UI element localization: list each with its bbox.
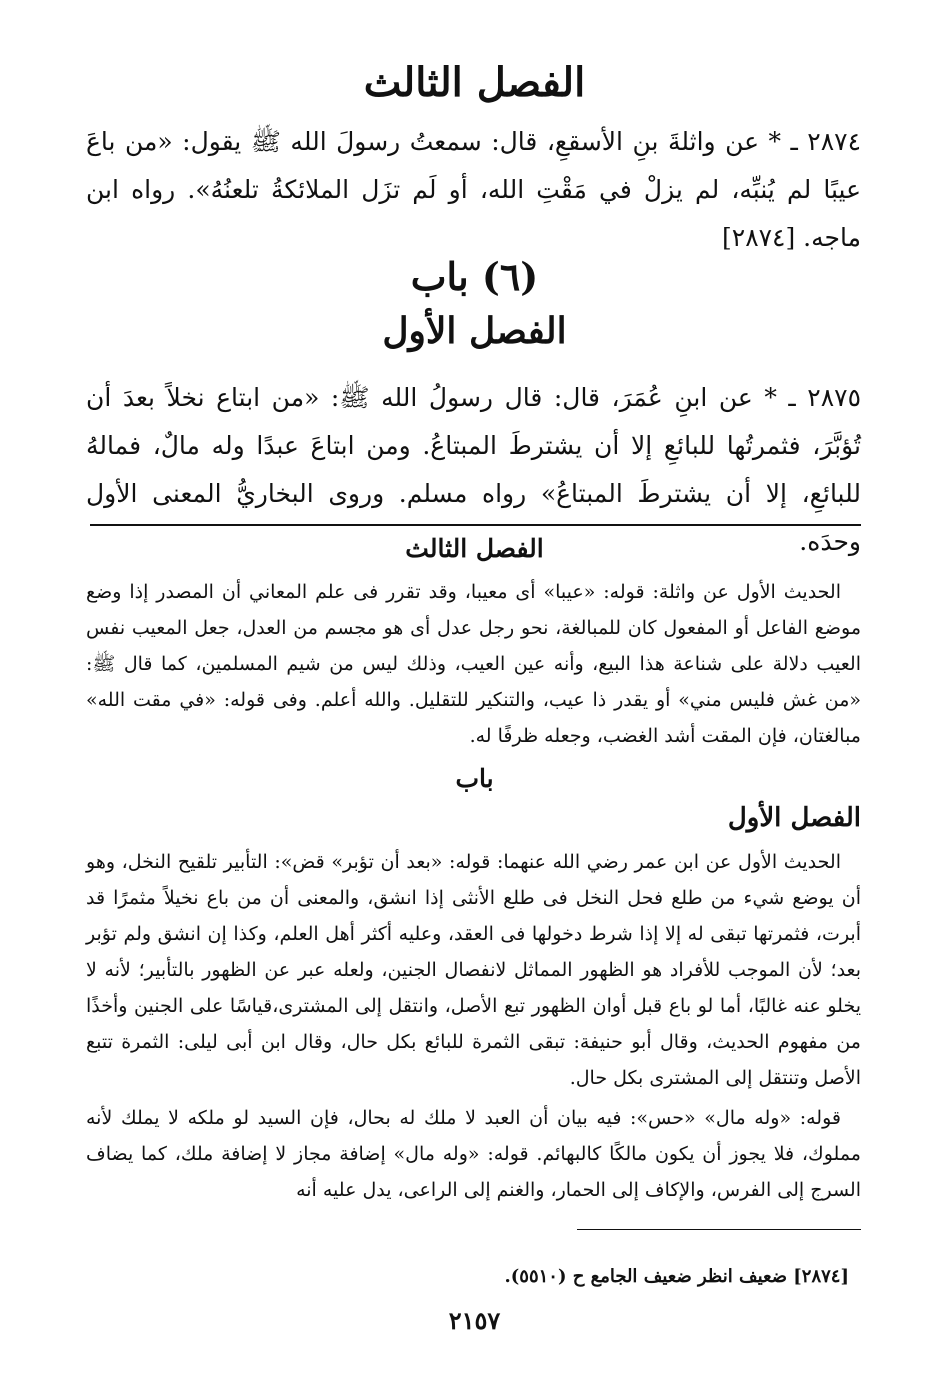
commentary-bab-heading: باب [455, 764, 494, 793]
commentary-paragraph: الحديث الأول عن ابن عمر رضي الله عنهما: قوله: «بعد أن تؤبر» قض»: التأبير تلقيح النخل، وهو أن يوضع شيء من طلع فحل النخل فى طلع الأنثى إذا انشق، والمعنى أن من باع نخيلاً مثمرًا قد أبرت، فثمرتها تبقى له إلا إذا شرط دخولها فى العقد، وعليه أكثر أهل العلم، وكذا إن انشق ولم تؤبر بعد؛ لأن الموجب للأفراد هو الظهور المماثل لانفصال الجنين، ولعله عبر عن الظهور بالتأبير؛ لأنه لا يخلو عنه غالبًا، أما لو باع قبل أوان الظهور تبع الأصل، وانتقل إلى المشترى،قياسًا على الجنين وأخذًا من مفهوم الحديث، وقال أبو حنيفة: تبقى الثمرة للبائع بكل حال، وقال ابن أبى ليلى: الثمرة تتبع الأصل وتنتقل إلى المشترى بكل حال. [86, 851, 861, 1089]
section-heading-third: الفصل الثالث [363, 59, 586, 106]
hadith-2874: ٢٨٧٤ ـ * عن واثلةَ بنِ الأسقعِ، قال: سمعتُ رسولَ الله ﷺ يقول: «من باعَ عيبًا لم يُنبِّه، لم يزلْ في مَقْتِ الله، أو لَم تزَل الملائكةُ تلعنُهُ». رواه ابن ماجه. [٢٨٧٤] [86, 127, 861, 252]
commentary-third [86, 574, 861, 754]
commentary-heading-third: الفصل الثالث [405, 534, 544, 563]
commentary-paragraph: الحديث الأول عن واثلة: قوله: «عيبا» أى معيبا، وقد تقرر فى علم المعاني أن المصدر إذا وضع موضع الفاعل أو المفعول كان للمبالغة، نحو رجل عدل أى هو مجسم من العدل، جعل المعيب نفس العيب دلالة على شناعة هذا البيع، وأنه عين العيب، وذلك ليس من شيم المسلمين، كما قال ﷺ: «من غش فليس مني» أو يقدر ذا عيب، والتنكير للتقليل. والله أعلم. وفى قوله: «في مقت الله» مبالغتان، فإن المقت أشد الغضب، وجعله ظرفًا له. [86, 581, 861, 747]
footnote: [٢٨٧٤] ضعيف انظر ضعيف الجامع ح (٥٥١٠). [504, 1266, 849, 1287]
footnote-rule [577, 1229, 861, 1230]
commentary-heading-first: الفصل الأول [727, 803, 861, 833]
chapter-heading: (٦) باب [410, 254, 539, 299]
divider-rule [90, 524, 861, 526]
commentary-first [86, 844, 861, 1208]
hadith-2875: ٢٨٧٥ ـ * عن ابنِ عُمَرَ، قال: قال رسولُ الله ﷺ: «من ابتاع نخلاً بعدَ أن تُؤبَّرَ، فثمرتُها للبائعِ إلا أن يشترطَ المبتاعُ. ومن ابتاعَ عبدًا وله مالٌ، فمالهُ للبائعِ، إلا أن يشترطَ المبتاعُ» رواه مسلم. وروى البخاريُّ المعنى الأول وحدَه. [86, 383, 861, 556]
section-heading-first: الفصل الأول [382, 310, 567, 352]
commentary-paragraph: قوله: «وله مال» «حس»: فيه بيان أن العبد لا ملك له بحال، فإن السيد لو ملكه لا يملك لأنه مملوك، فلا يجوز أن يكون مالكًا كالبهائم. قوله: «وله مال» إضافة مجاز لا إضافة ملك، كما يضاف السرج إلى الفرس، والإكاف إلى الحمار، والغنم إلى الراعى، يدل عليه أنه [86, 1107, 861, 1201]
page-number: ٢١٥٧ [448, 1306, 501, 1335]
